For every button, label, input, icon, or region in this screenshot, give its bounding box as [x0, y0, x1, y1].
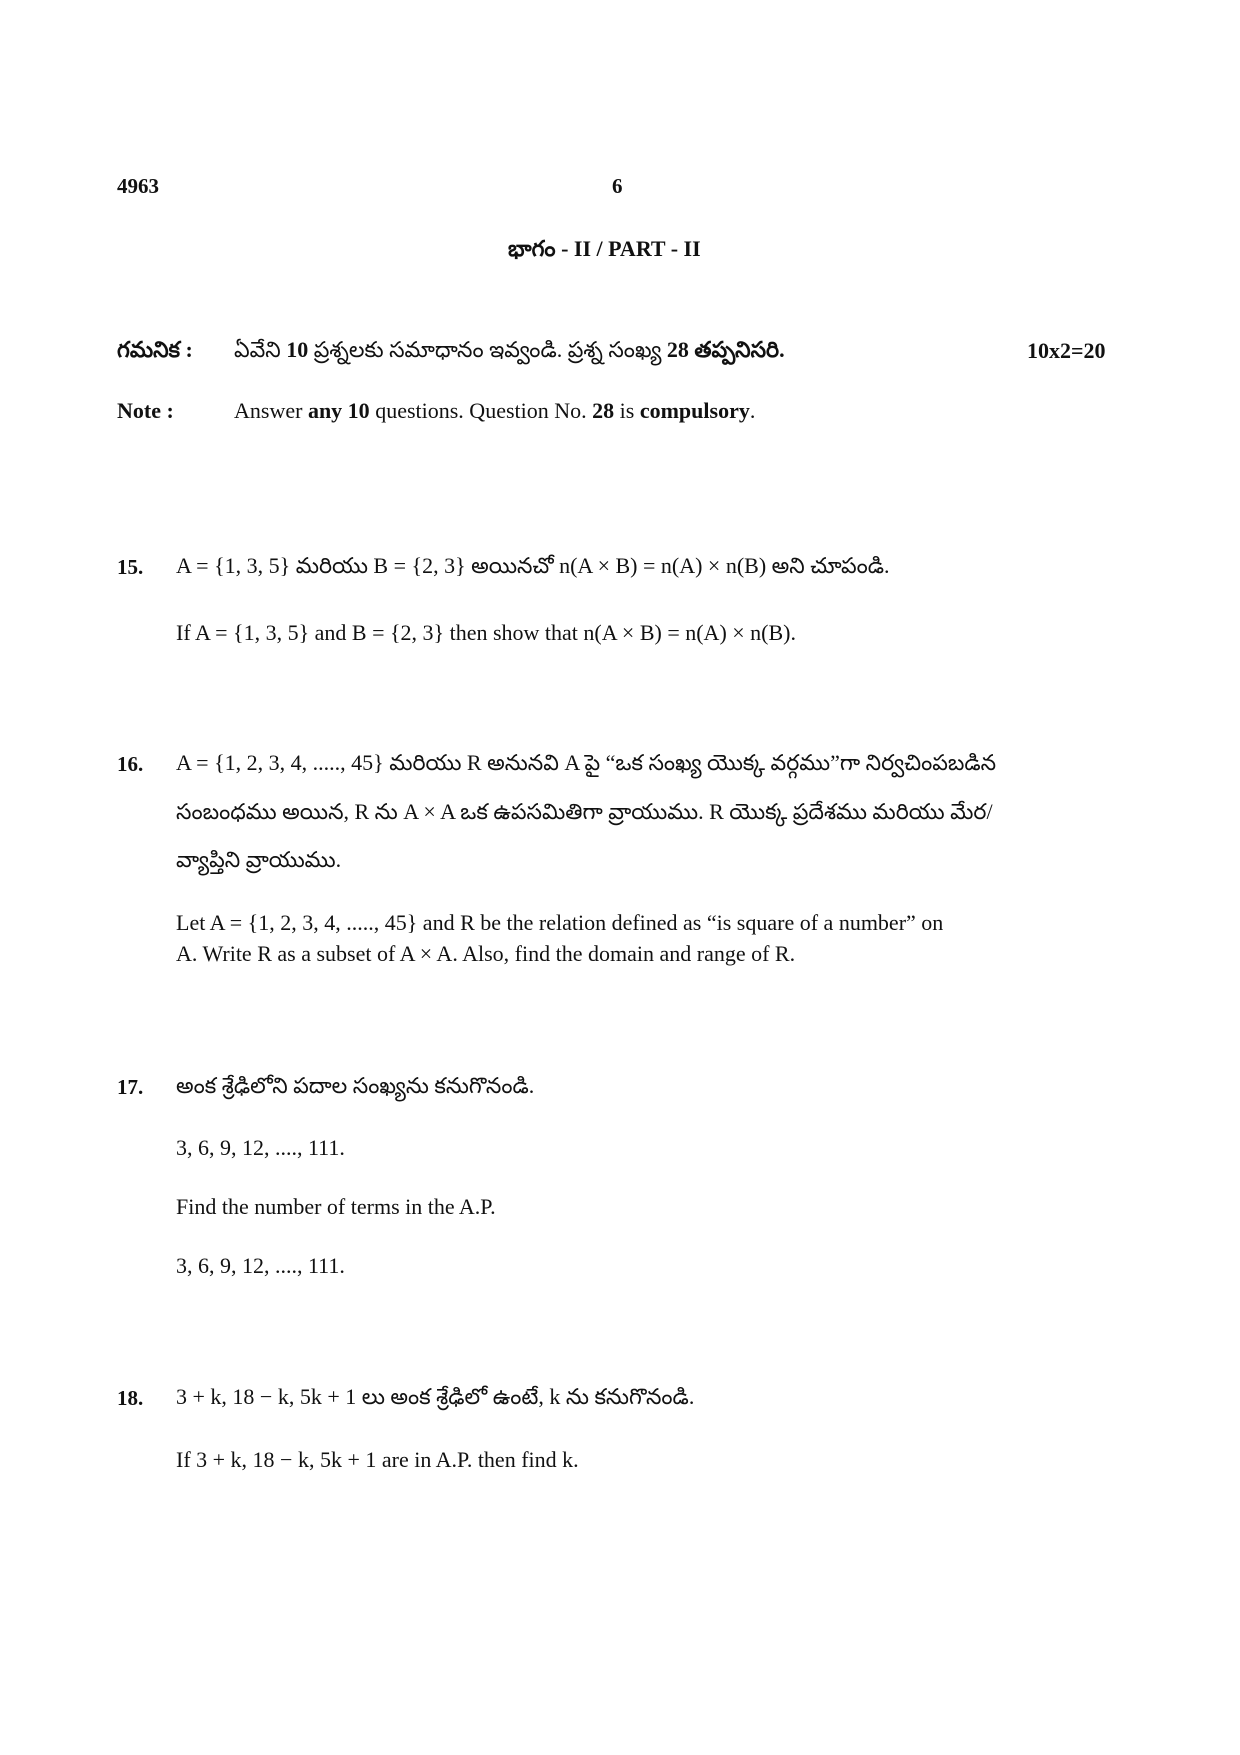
english-note-part-4: .	[749, 398, 756, 423]
english-note-bold-3: compulsory	[639, 398, 750, 423]
question-16-english-line-1: Let A = {1, 2, 3, 4, ....., 45} and R be the relation defined as “is square of a number” on	[176, 910, 944, 935]
english-note-part-2: questions. Question No.	[375, 398, 587, 423]
question-16-telugu-line-1: A = {1, 2, 3, 4, ....., 45} మరియు R అనునవి A పై “ఒక సంఖ్య యొక్క వర్గము”గా నిర్వచింపబడిన	[176, 750, 997, 775]
question-16-telugu-line-3: వ్యాప్తిని వ్రాయుము.	[176, 847, 342, 872]
telugu-note-part-3: తప్పనిసరి.	[694, 337, 785, 362]
telugu-note-text	[234, 337, 785, 368]
question-number: 15.	[117, 555, 144, 579]
telugu-note-part-2: ప్రశ్నలకు సమాధానం ఇవ్వండి. ప్రశ్న సంఖ్య	[313, 337, 662, 362]
telugu-note-num-2: 28	[666, 337, 689, 362]
paper-code: 4963	[117, 174, 159, 198]
part-title: భాగం - II / PART - II	[508, 236, 701, 261]
page-number: 6	[612, 174, 623, 198]
english-note-bold-1: any 10	[307, 398, 370, 423]
question-15-english: If A = {1, 3, 5} and B = {2, 3} then show that n(A × B) = n(A) × n(B).	[176, 620, 797, 645]
marks: 10x2=20	[1027, 338, 1106, 363]
question-16-telugu-line-2: సంబంధము అయిన, R ను A × A ఒక ఉపసమితిగా వ్రాయుము. R యొక్క ప్రదేశము మరియు మేర/	[176, 799, 993, 824]
telugu-note-label: గమనిక :	[117, 337, 193, 362]
english-note-part-3: is	[619, 398, 635, 423]
question-number: 17.	[117, 1075, 144, 1099]
question-17-telugu: అంక శ్రేఢిలోని పదాల సంఖ్యను కనుగొనండి.	[176, 1073, 535, 1098]
english-note-part-1: Answer	[234, 398, 303, 423]
question-17-english: Find the number of terms in the A.P.	[176, 1194, 496, 1219]
question-16-english-line-2: A. Write R as a subset of A × A. Also, find the domain and range of R.	[176, 941, 796, 966]
english-note-text	[234, 398, 755, 424]
english-note-label: Note :	[117, 398, 174, 423]
english-note-bold-2: 28	[592, 398, 615, 423]
question-17-sequence-english: 3, 6, 9, 12, ...., 111.	[176, 1253, 345, 1278]
question-15-telugu: A = {1, 3, 5} మరియు B = {2, 3} అయినచో n(A × B) = n(A) × n(B) అని చూపండి.	[176, 553, 890, 578]
question-17-sequence-telugu: 3, 6, 9, 12, ...., 111.	[176, 1135, 345, 1160]
question-18-telugu: 3 + k, 18 − k, 5k + 1 లు అంక శ్రేఢిలో ఉంటే, k ను కనుగొనండి.	[176, 1384, 695, 1409]
question-number: 18.	[117, 1386, 144, 1410]
question-18-english: If 3 + k, 18 − k, 5k + 1 are in A.P. then find k.	[176, 1447, 579, 1472]
question-number: 16.	[117, 752, 144, 776]
telugu-note-num-1: 10	[286, 337, 309, 362]
telugu-note-part-1: ఏవేని	[234, 337, 281, 362]
